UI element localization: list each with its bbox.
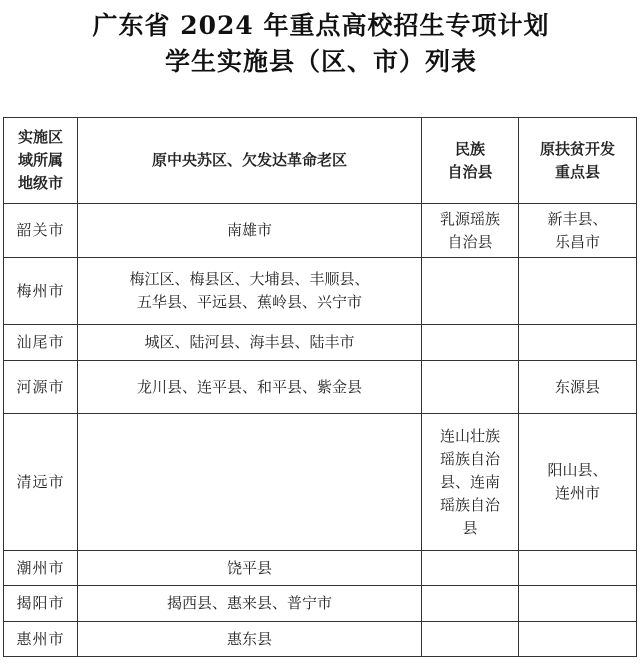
document-title <box>0 8 642 80</box>
cell-revolutionary: 城区、陆河县、海丰县、陆丰市 <box>78 325 422 361</box>
cell-revolutionary: 惠东县 <box>78 622 422 657</box>
cell-poverty <box>519 586 637 622</box>
cell-revolutionary: 揭西县、惠来县、普宁市 <box>78 586 422 622</box>
cell-poverty <box>519 258 637 325</box>
table-row <box>4 414 637 551</box>
cell-city: 梅州市 <box>4 258 78 325</box>
cell-ethnic <box>422 586 519 622</box>
cell-poverty <box>519 622 637 657</box>
table-row <box>4 258 637 325</box>
cell-city: 汕尾市 <box>4 325 78 361</box>
cell-ethnic: 连山壮族 瑶族自治 县、连南 瑶族自治 县 <box>422 414 519 551</box>
cell-ethnic <box>422 325 519 361</box>
cell-revolutionary <box>78 414 422 551</box>
cell-ethnic <box>422 258 519 325</box>
cell-city: 揭阳市 <box>4 586 78 622</box>
cell-revolutionary: 饶平县 <box>78 551 422 586</box>
cell-poverty: 东源县 <box>519 361 637 414</box>
table-row <box>4 325 637 361</box>
cell-city: 韶关市 <box>4 204 78 258</box>
cell-ethnic <box>422 361 519 414</box>
header-revolutionary-area: 原中央苏区、欠发达革命老区 <box>78 118 422 204</box>
title-line-1: 广东省 2024 年重点高校招生专项计划 <box>92 11 550 40</box>
header-ethnic-autonomous: 民族 自治县 <box>422 118 519 204</box>
header-poverty-county: 原扶贫开发 重点县 <box>519 118 637 204</box>
cell-ethnic <box>422 622 519 657</box>
table-row <box>4 586 637 622</box>
table-row <box>4 622 637 657</box>
cell-poverty: 新丰县、 乐昌市 <box>519 204 637 258</box>
cell-city: 河源市 <box>4 361 78 414</box>
cell-ethnic: 乳源瑶族 自治县 <box>422 204 519 258</box>
county-list-table <box>3 117 637 657</box>
table-row <box>4 204 637 258</box>
cell-ethnic <box>422 551 519 586</box>
cell-revolutionary: 龙川县、连平县、和平县、紫金县 <box>78 361 422 414</box>
cell-city: 潮州市 <box>4 551 78 586</box>
cell-city: 惠州市 <box>4 622 78 657</box>
cell-poverty <box>519 325 637 361</box>
cell-poverty <box>519 551 637 586</box>
cell-city: 清远市 <box>4 414 78 551</box>
header-city: 实施区 域所属 地级市 <box>4 118 78 204</box>
title-line-2: 学生实施县（区、市）列表 <box>164 47 477 76</box>
cell-revolutionary: 梅江区、梅县区、大埔县、丰顺县、 五华县、平远县、蕉岭县、兴宁市 <box>78 258 422 325</box>
table-row <box>4 361 637 414</box>
cell-poverty: 阳山县、 连州市 <box>519 414 637 551</box>
table-header-row <box>4 118 637 204</box>
table-row <box>4 551 637 586</box>
cell-revolutionary: 南雄市 <box>78 204 422 258</box>
